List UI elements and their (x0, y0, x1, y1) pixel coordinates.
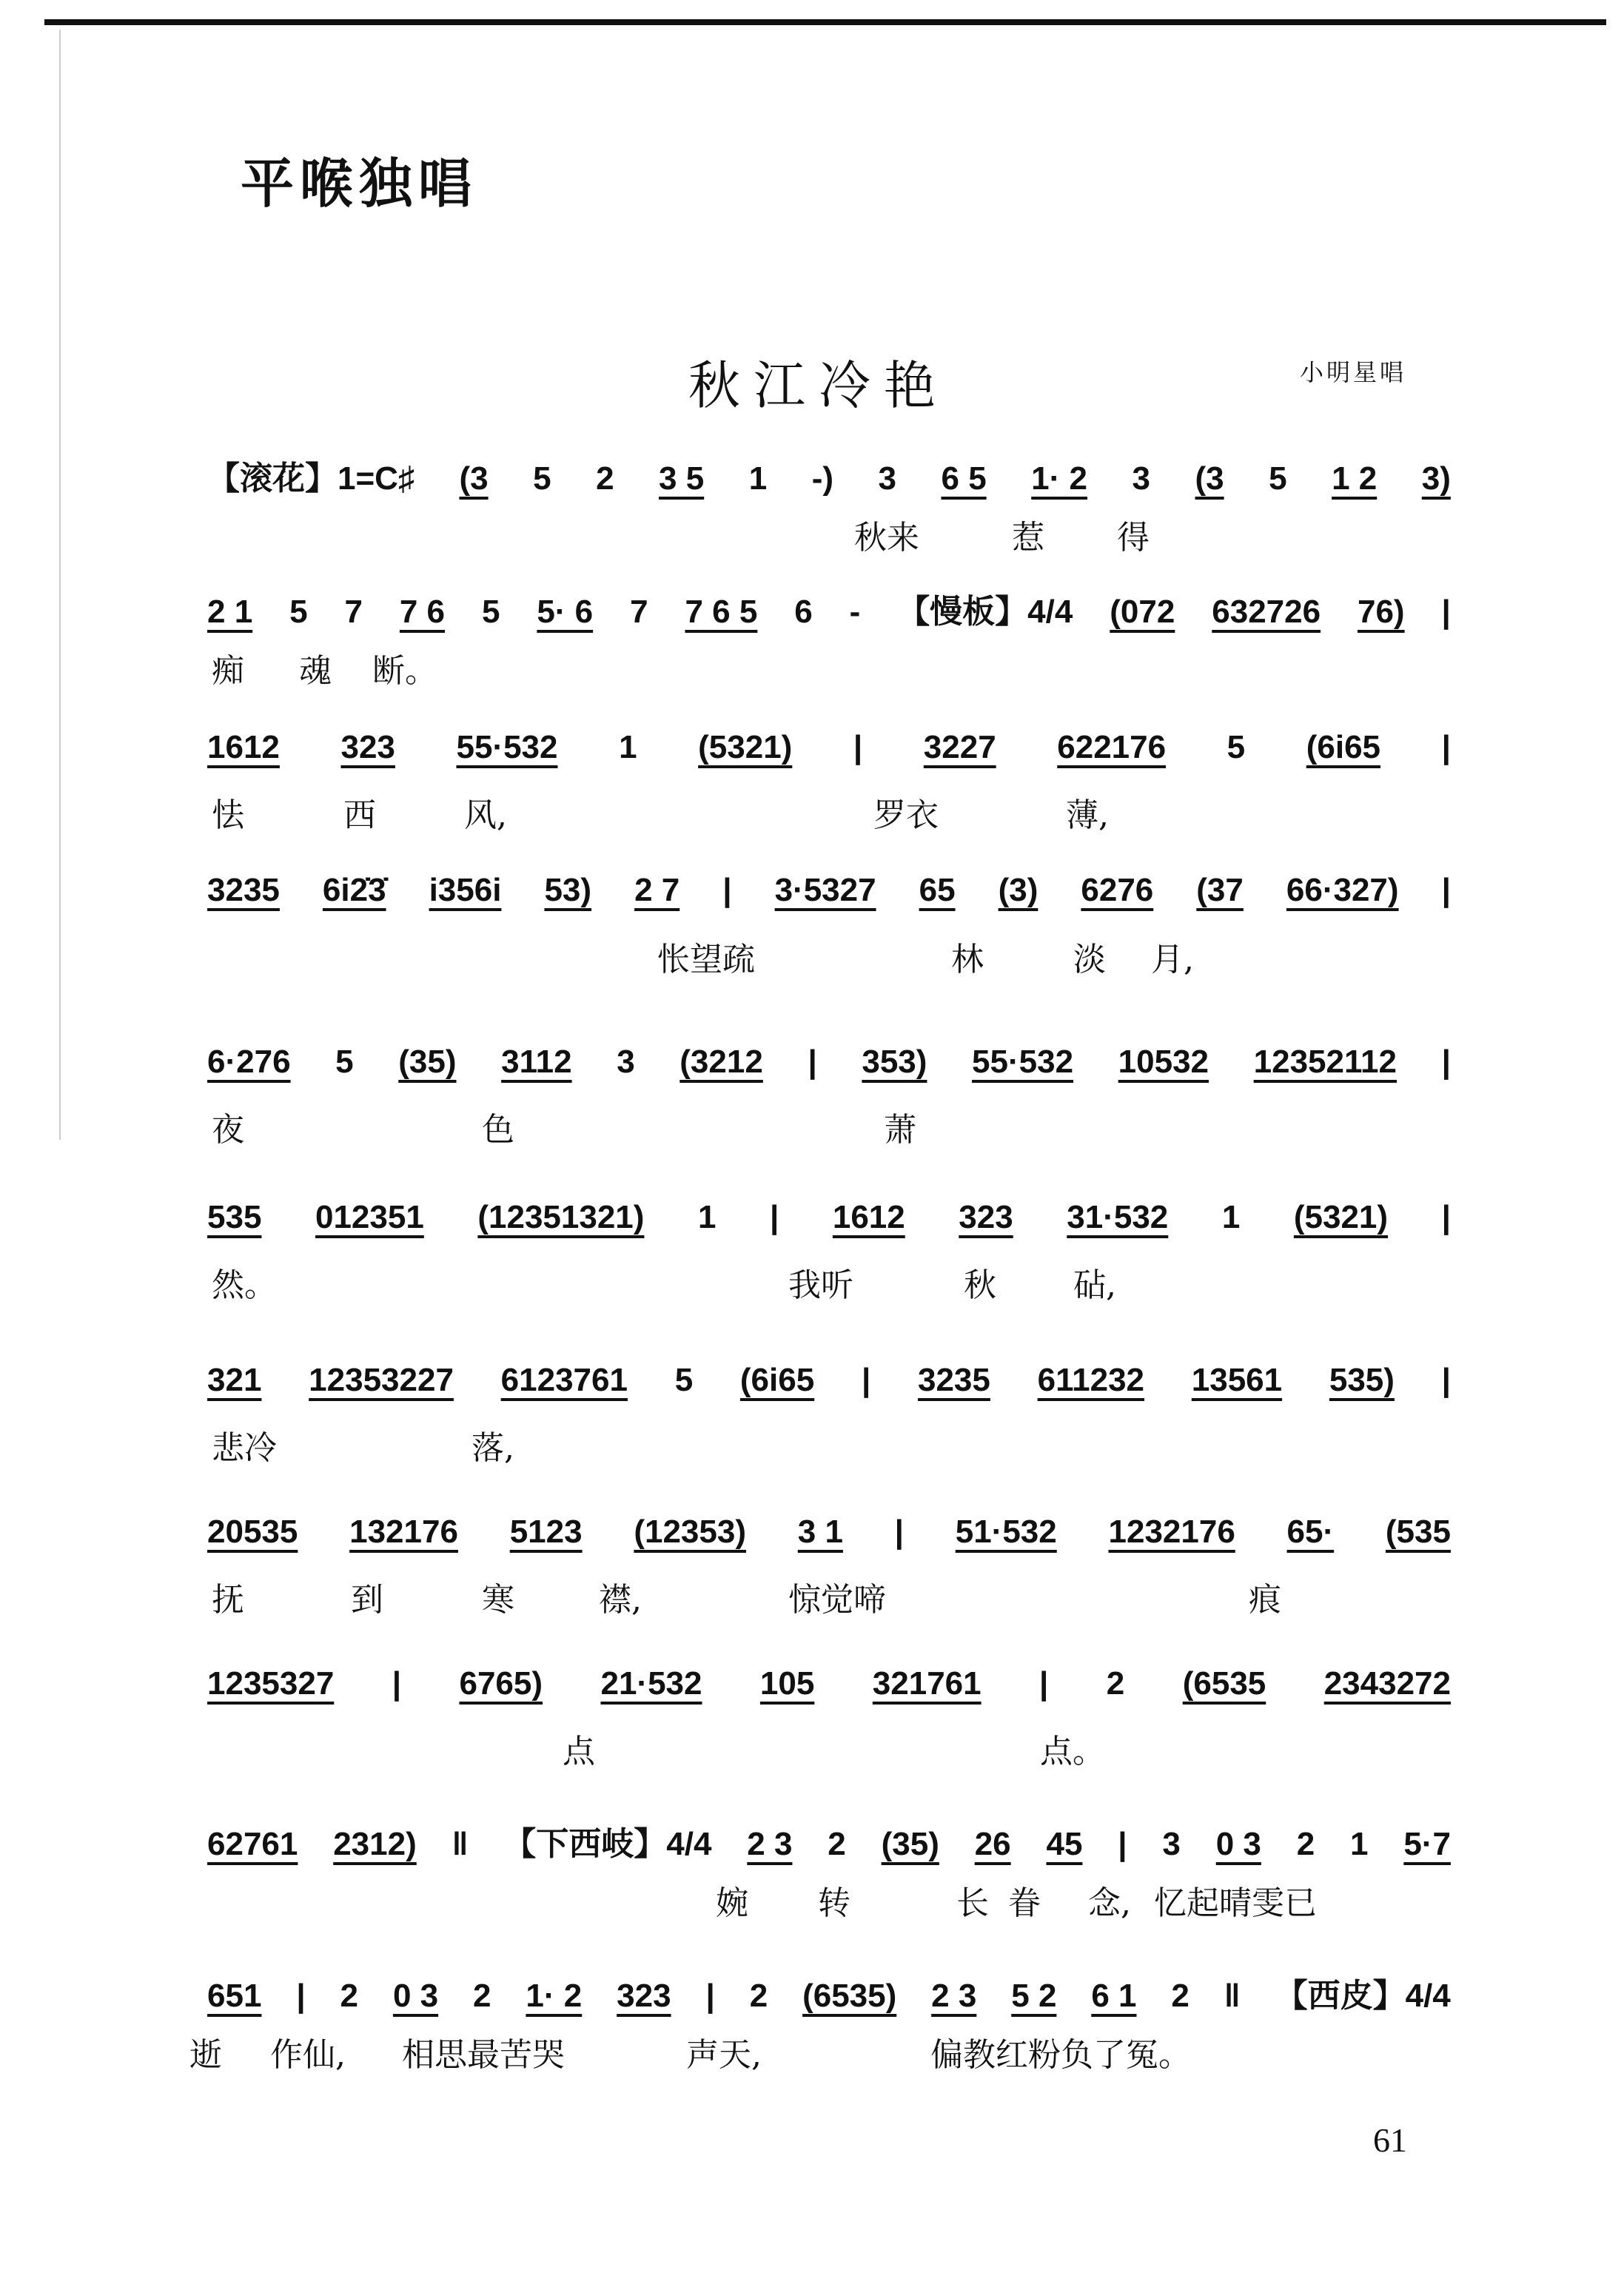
note-group: 5123 (509, 1514, 583, 1550)
top-rule (44, 19, 1606, 25)
lyric: 惊觉啼 (788, 1581, 886, 1619)
barline: ‖ (1224, 1978, 1241, 2014)
note-group: 6i2̇3̇ (322, 872, 386, 908)
note-group: 12353227 (309, 1362, 454, 1398)
lyric: 点。 (1040, 1733, 1105, 1770)
notation-row (207, 1199, 1451, 1236)
note-group: 2 (1296, 1826, 1315, 1862)
note-group: (6i65 (739, 1362, 815, 1398)
note-group: 1 (1350, 1826, 1369, 1862)
lyric: 林 (951, 941, 984, 978)
note-group: 1· 2 (1031, 460, 1087, 497)
barline: | (1441, 729, 1451, 765)
note-group: 321 (207, 1362, 262, 1398)
note-group: 2 7 (634, 872, 680, 908)
lyric: 长 (956, 1884, 989, 1922)
note-group: 6276 (1081, 872, 1154, 908)
note-group: 5 (533, 460, 551, 497)
note-group: 5·7 (1403, 1826, 1451, 1862)
note-group: 2 (749, 1978, 768, 2014)
binding-margin-line (59, 30, 61, 1140)
note-group: 2 (828, 1826, 846, 1862)
lyric: 得 (1117, 519, 1150, 557)
note-group: 31·532 (1067, 1199, 1169, 1235)
note-group: (37 (1196, 872, 1244, 908)
lyric: 悲冷 (212, 1429, 277, 1467)
note-group: 2 (340, 1978, 359, 2014)
lyric: 萧 (884, 1111, 916, 1149)
note-group: (5321) (1293, 1199, 1389, 1235)
note-group: (3212 (680, 1044, 763, 1080)
lyric: 我听 (788, 1266, 853, 1304)
note-group: 3 (617, 1044, 635, 1080)
note-group: 1 (748, 460, 768, 497)
tempo-marking: 【下西岐】4/4 (503, 1826, 712, 1862)
note-group: 5 (289, 594, 308, 630)
note-group: (12353) (634, 1514, 746, 1550)
lyric: 抚 (212, 1581, 244, 1619)
barline: | (1441, 872, 1451, 908)
note-group: 2 3 (747, 1826, 793, 1862)
notation-row (207, 1969, 1451, 2016)
note-group: 1 (1221, 1199, 1241, 1235)
note-group: 5 (481, 594, 500, 630)
note-group: 1232176 (1108, 1514, 1235, 1550)
note-group: 3 (1132, 460, 1150, 497)
note-group: 6123761 (500, 1362, 628, 1398)
note-group: 535 (207, 1199, 262, 1235)
note-group: 51·532 (955, 1514, 1057, 1550)
note-group: 632726 (1212, 594, 1321, 630)
singer-credit: 小明星唱 (1300, 358, 1407, 386)
lyric: 然。 (212, 1266, 277, 1304)
note-group: 2 (596, 460, 614, 497)
lyric: 点 (563, 1733, 595, 1770)
lyric: 罗衣 (873, 796, 939, 834)
note-group: 7 6 (399, 594, 446, 630)
note-group: (535 (1385, 1514, 1451, 1550)
barline: | (1441, 594, 1451, 630)
lyric: 寒 (482, 1581, 514, 1619)
tempo-marking: 【滚花】1=C♯ (207, 460, 415, 497)
barline: | (705, 1978, 715, 2014)
lyric: 薄, (1066, 796, 1109, 834)
note-group: 6 (794, 594, 813, 630)
section-heading: 平喉独唱 (241, 152, 478, 215)
note-group: (5321) (698, 729, 793, 765)
barline: | (853, 729, 863, 765)
note-group: 3235 (207, 872, 280, 908)
note-group: 53) (544, 872, 592, 908)
note-group: 0 3 (1215, 1826, 1261, 1862)
lyric: 痕 (1249, 1581, 1281, 1619)
note-group: 6765) (459, 1665, 543, 1702)
note-group: 2312) (333, 1826, 417, 1862)
notation-row (207, 1817, 1451, 1864)
note-group: 3 1 (797, 1514, 843, 1550)
note-group: -) (811, 460, 834, 497)
note-group: 5 (1227, 729, 1246, 765)
song-title: 秋江冷艳 (688, 355, 949, 416)
barline: | (894, 1514, 904, 1550)
lyric: 作仙, (270, 2036, 346, 2074)
barline: | (296, 1978, 306, 2014)
lyric: 偏教红粉负了冤。 (930, 2036, 1191, 2074)
barline: | (1441, 1199, 1451, 1235)
note-group: (6535 (1182, 1665, 1266, 1702)
notation-row (207, 451, 1451, 499)
note-group: 3227 (923, 729, 996, 765)
lyric: 夜 (212, 1111, 244, 1149)
lyric: 魂 (299, 652, 332, 690)
lyric: 风, (464, 796, 507, 834)
note-group: 55·532 (972, 1044, 1074, 1080)
barline: | (770, 1199, 779, 1235)
note-group: (35) (398, 1044, 457, 1080)
notation-row (207, 585, 1451, 632)
note-group: 1235327 (207, 1665, 335, 1702)
barline: ‖ (452, 1826, 469, 1862)
note-group: 6·276 (207, 1044, 291, 1080)
note-group: 26 (974, 1826, 1011, 1862)
note-group: (35) (881, 1826, 939, 1862)
note-group: 651 (207, 1978, 262, 2014)
note-group: 2 (1106, 1665, 1125, 1702)
page-number: 61 (1373, 2121, 1407, 2159)
lyric: 秋 (964, 1266, 996, 1304)
barline: | (861, 1362, 871, 1398)
barline: | (1441, 1044, 1451, 1080)
note-group: 13561 (1191, 1362, 1283, 1398)
note-group: (3 (1195, 460, 1224, 497)
note-group: 65 (919, 872, 956, 908)
note-group: 1612 (832, 1199, 905, 1235)
lyric: 声天, (686, 2036, 762, 2074)
lyric: 西 (343, 796, 376, 834)
note-group: 21·532 (600, 1665, 702, 1702)
note-group: 1· 2 (526, 1978, 583, 2014)
note-group: 3235 (917, 1362, 990, 1398)
lyric: 落, (472, 1429, 514, 1467)
note-group: 5 2 (1011, 1978, 1057, 2014)
note-group: 012351 (315, 1199, 424, 1235)
note-group: 323 (617, 1978, 671, 2014)
note-group: 5 (1269, 460, 1287, 497)
note-group: 2 3 (931, 1978, 977, 2014)
lyric: 怅望疏 (657, 941, 755, 978)
lyric: 眷 (1008, 1884, 1041, 1922)
note-group: 3 (878, 460, 896, 497)
note-group: 2 (1171, 1978, 1190, 2014)
note-group: 3·5327 (774, 872, 876, 908)
note-group: 76) (1357, 594, 1405, 630)
lyric: 月, (1151, 941, 1194, 978)
lyric: 断。 (372, 652, 437, 690)
barline: | (722, 872, 732, 908)
note-group: 45 (1046, 1826, 1083, 1862)
note-group: 5 (674, 1362, 694, 1398)
note-group: 55·532 (456, 729, 558, 765)
note-group: (6i65 (1306, 729, 1381, 765)
note-group: 0 3 (392, 1978, 439, 2014)
note-group: 10532 (1118, 1044, 1209, 1080)
notation-row (207, 1362, 1451, 1399)
note-group: 3112 (501, 1044, 572, 1080)
note-group: (3 (459, 460, 489, 497)
note-group: 3) (1421, 460, 1451, 497)
lyric: 相思最苦哭 (402, 2036, 565, 2074)
note-group: 5 (335, 1044, 354, 1080)
note-group: (072 (1110, 594, 1175, 630)
note-group: 6 5 (941, 460, 987, 497)
lyric: 秋来 (854, 519, 919, 557)
note-group: 5· 6 (537, 594, 594, 630)
note-group: 1 (697, 1199, 717, 1235)
note-group: 321761 (872, 1665, 982, 1702)
note-group: 66·327) (1286, 872, 1399, 908)
notation-row (207, 872, 1451, 909)
note-group: 353) (862, 1044, 927, 1080)
lyric: 色 (482, 1111, 514, 1149)
lyric: 逝 (189, 2036, 222, 2074)
note-group: 2 (473, 1978, 491, 2014)
note-group: (12351321) (477, 1199, 645, 1235)
note-group: - (849, 594, 861, 630)
tempo-marking: 【西皮】4/4 (1275, 1978, 1451, 2014)
lyric: 惹 (1012, 519, 1044, 557)
note-group: 611232 (1037, 1362, 1145, 1398)
note-group: 3 5 (659, 460, 705, 497)
lyric: 婉 (716, 1884, 748, 1922)
notation-row (207, 1514, 1451, 1551)
note-group: 3 (1162, 1826, 1181, 1862)
note-group: 7 6 5 (685, 594, 758, 630)
barline: | (392, 1665, 402, 1702)
note-group: (3) (998, 872, 1039, 908)
barline: | (1039, 1665, 1049, 1702)
note-group: 323 (340, 729, 395, 765)
note-group: 7 (630, 594, 648, 630)
lyric: 怯 (212, 796, 244, 834)
lyric: 襟, (599, 1581, 642, 1619)
note-group: 20535 (207, 1514, 298, 1550)
barline: | (808, 1044, 817, 1080)
tempo-marking: 【慢板】4/4 (897, 594, 1073, 630)
lyric: 痴 (212, 652, 244, 690)
note-group: 12352112 (1253, 1044, 1397, 1080)
barline: | (1441, 1362, 1451, 1398)
note-group: 535) (1329, 1362, 1395, 1398)
lyric: 到 (351, 1581, 383, 1619)
note-group: 62761 (207, 1826, 298, 1862)
notation-row (207, 1044, 1451, 1081)
note-group: 7 (344, 594, 363, 630)
note-group: 622176 (1057, 729, 1167, 765)
note-group: 105 (759, 1665, 815, 1702)
notation-row (207, 1665, 1451, 1702)
lyric: 念, (1088, 1884, 1131, 1922)
note-group: 65· (1286, 1514, 1335, 1550)
lyric: 砧, (1073, 1266, 1116, 1304)
note-group: 2 1 (207, 594, 253, 630)
note-group: 323 (959, 1199, 1013, 1235)
note-group: 6 1 (1091, 1978, 1137, 2014)
barline: | (1118, 1826, 1127, 1862)
note-group: (6535) (802, 1978, 897, 2014)
note-group: 1612 (207, 729, 280, 765)
notation-row (207, 729, 1451, 766)
lyric: 淡 (1073, 941, 1106, 978)
lyric: 忆起晴雯已 (1154, 1884, 1317, 1922)
note-group: 2343272 (1323, 1665, 1451, 1702)
lyric: 转 (818, 1884, 850, 1922)
note-group: 1 2 (1332, 460, 1378, 497)
note-group: 132176 (349, 1514, 458, 1550)
note-group: 1 (619, 729, 637, 765)
note-group: i356i (429, 872, 502, 908)
